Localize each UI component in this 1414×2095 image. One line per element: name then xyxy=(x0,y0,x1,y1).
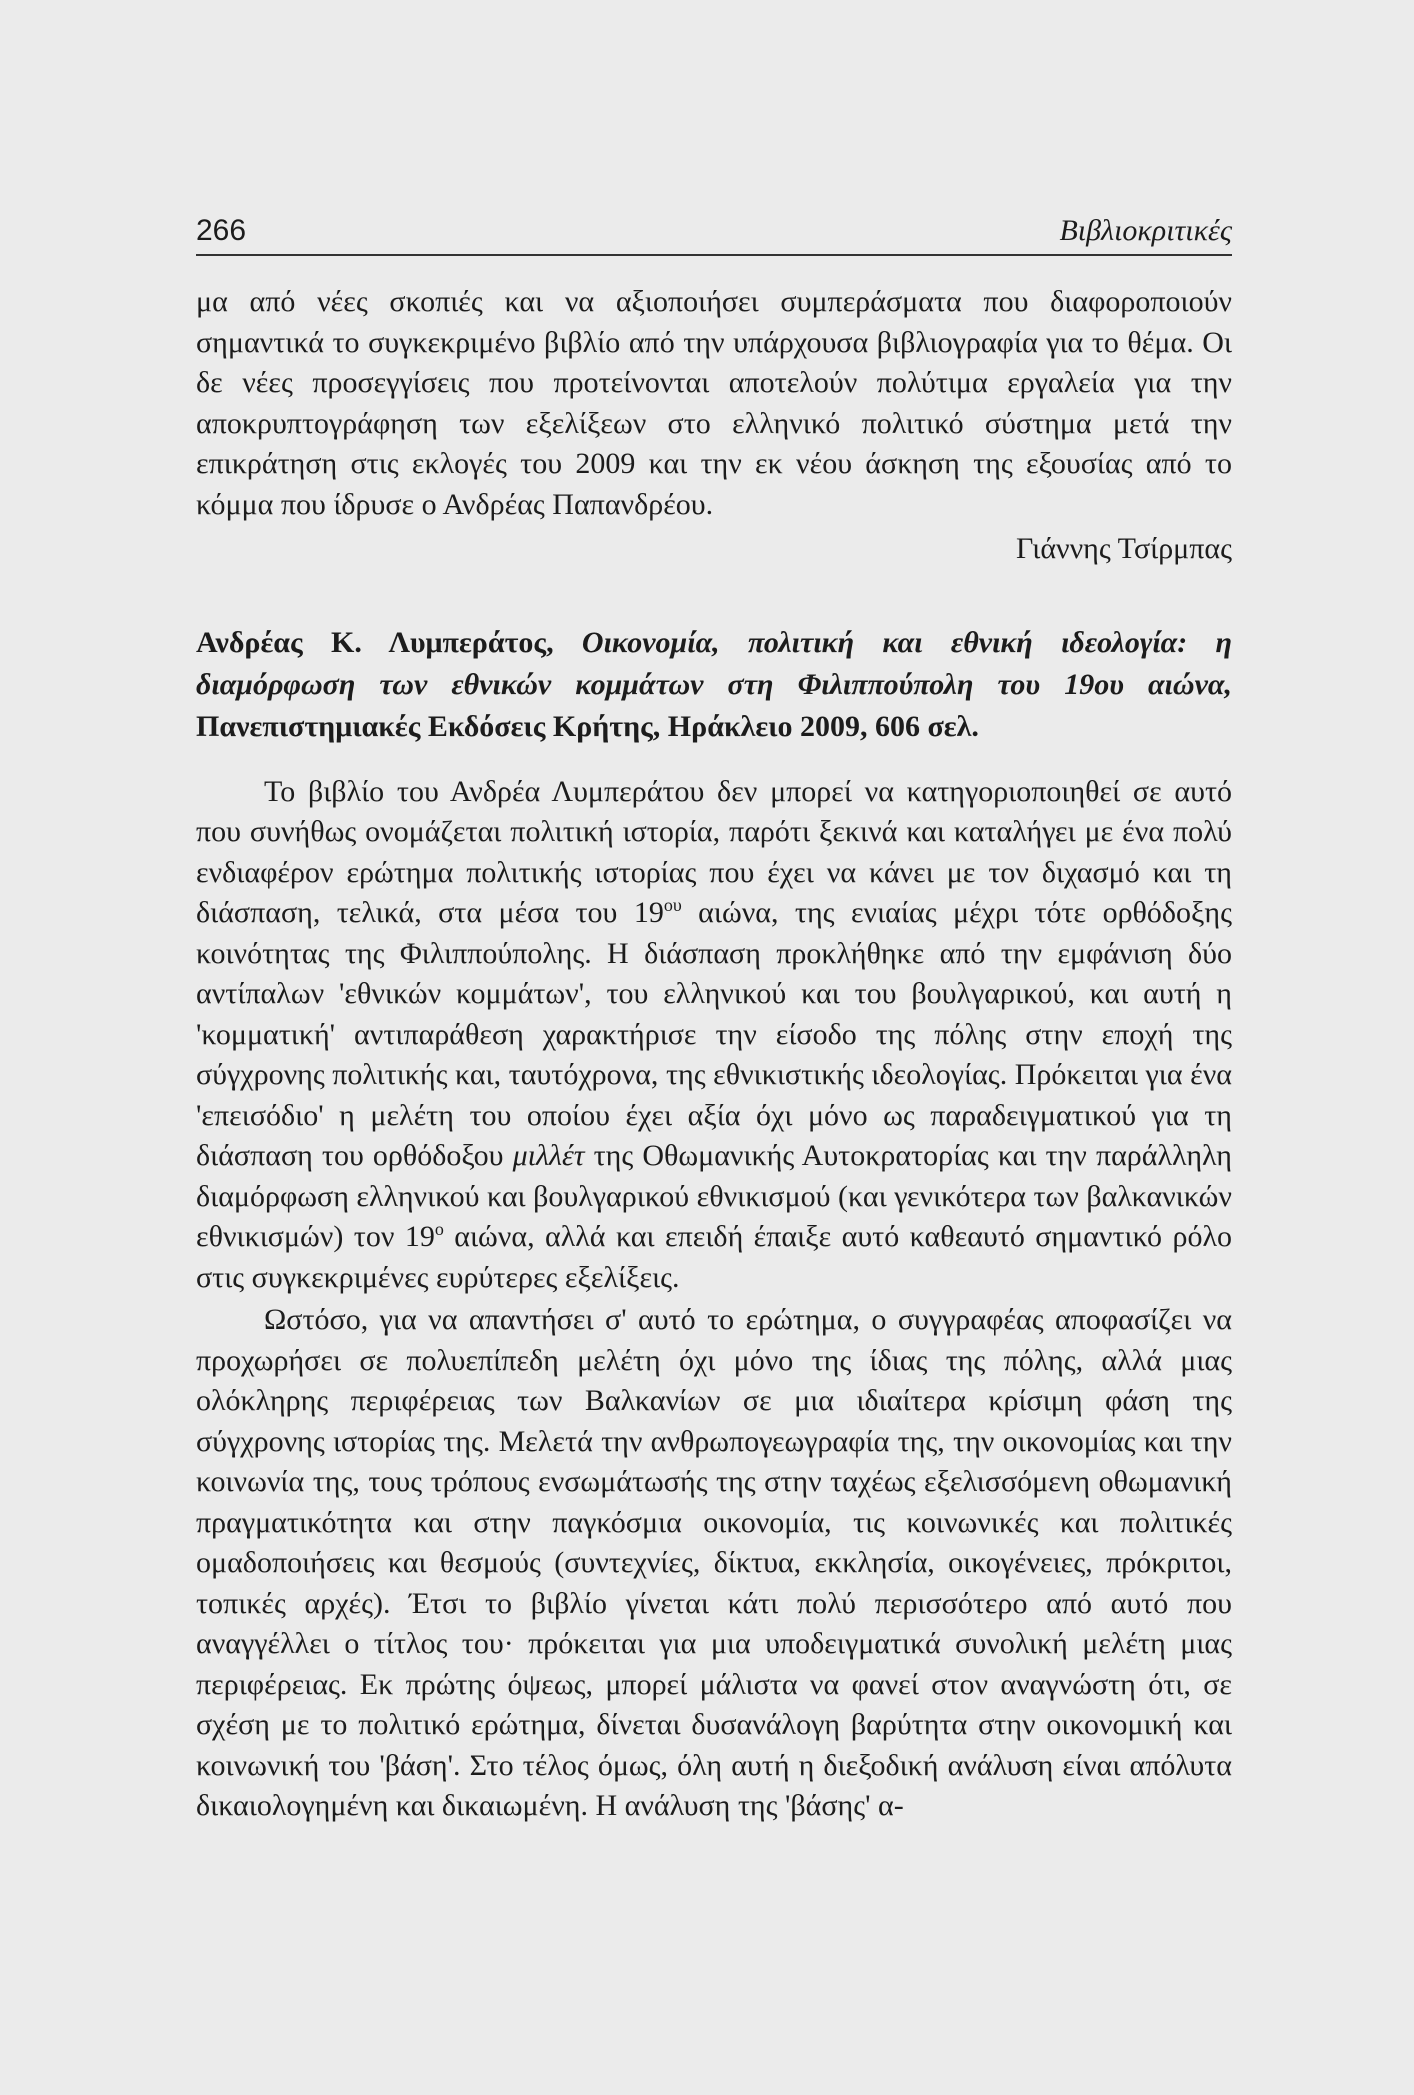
p1-part-c: της Οθωμανικής Αυτοκρατορίας και την παράλληλη διαμόρφωση ελληνικού και βουλγαρικού εθνικισμού (και γενικότερα των βαλκανικών εθνικισμών) τον 19 xyxy=(196,1139,1232,1253)
page-number: 266 xyxy=(196,214,247,247)
p1-part-a: Το βιβλίο του Ανδρέα Λυμπεράτου δεν μπορεί να κατηγοριοποιηθεί σε αυτό που συνήθως ονομάζεται πολιτική ιστορία, παρότι ξεκινά και καταλήγει με ένα πολύ ενδιαφέρον ερώτημα πολιτικής ιστορίας που έχει να κάνει με τον διχασμό και τη διάσπαση, τελικά, στα μέσα του 19 xyxy=(196,774,1232,929)
previous-review-ending: μα από νέες σκοπιές και να αξιοποιήσει συμπεράσματα που διαφοροποιούν σημαντικά το συγκεκριμένο βιβλίο από την υπάρχουσα βιβλιογραφία για το θέμα. Οι δε νέες προσεγγίσεις που προτείνονται αποτελούν πολύτιμα εργαλεία για την αποκρυπτογράφηση των εξελίξεων στο ελληνικό πολιτικό σύστημα μετά την επικράτηση στις εκλογές του 2009 και την εκ νέου άσκηση της εξουσίας από το κόμμα που ίδρυσε ο Ανδρέας Παπανδρέου. xyxy=(196,285,1232,521)
book-publisher: Πανεπιστημιακές Εκδόσεις Κρήτης, Ηράκλειο 2009, 606 σελ. xyxy=(196,709,979,743)
review-heading xyxy=(196,622,1232,748)
review-paragraph-2: Ωστόσο, για να απαντήσει σ' αυτό το ερώτημα, ο συγγραφέας αποφασίζει να προχωρήσει σε πολυεπίπεδη μελέτη όχι μόνο της ίδιας της πόλης, αλλά μιας ολόκληρης περιφέρειας των Βαλκανίων σε μια ιδιαίτερα κρίσιμη φάση της σύγχρονης ιστορίας της. Μελετά την ανθρωπογεωγραφία της, την οικονομίας και την κοινωνία της, τους τρόπους ενσωμάτωσής της στην ταχέως εξελισσόμενη οθωμανική πραγματικότητα και στην παγκόσμια οικονομία, τις κοινωνικές και πολιτικές ομαδοποιήσεις και θεσμούς (συντεχνίες, δίκτυα, εκκλησία, οικογένειες, πρόκριτοι, τοπικές αρχές). Έτσι το βιβλίο γίνεται κάτι πολύ περισσότερο από αυτό που αναγγέλλει ο τίτλος του· πρόκειται για μια υποδειγματικά συνολική μελέτη μιας περιφέρειας. Εκ πρώτης όψεως, μπορεί μάλιστα να φανεί στον αναγνώστη ότι, σε σχέση με το πολιτικό ερώτημα, δίνεται δυσανάλογη βαρύτητα στην οικονομική και κοινωνική του 'βάση'. Στο τέλος όμως, όλη αυτή η διεξοδική ανάλυση είναι απόλυτα δικαιολογημένη και δικαιωμένη. Η ανάλυση της 'βάσης' α- xyxy=(196,1303,1232,1822)
millet-term: μιλλέτ xyxy=(512,1139,585,1172)
page-body xyxy=(196,282,1232,1827)
superscript-o: ο xyxy=(434,1219,444,1239)
p1-part-b: αιώνα, της ενιαίας μέχρι τότε ορθόδοξης κοινότητας της Φιλιππούπολης. Η διάσπαση προκλήθηκε από την εμφάνιση δύο αντίπαλων 'εθνικών κομμάτων', του ελληνικού και του βουλγαρικού, και αυτή η 'κομματική' αντιπαράθεση χαρακτήρισε την είσοδο της πόλης στην εποχή της σύγχρονης πολιτικής και, ταυτόχρονα, της εθνικιστικής ιδεολογίας. Πρόκειται για ένα 'επεισόδιο' η μελέτη του οποίου έχει αξία όχι μόνο ως παραδειγματικού για τη διάσπαση του ορθόδοξου xyxy=(196,896,1232,1172)
book-author: Ανδρέας Κ. Λυμπεράτος, xyxy=(196,625,554,659)
p1-part-d: αιώνα, αλλά και επειδή έπαιξε αυτό καθεαυτό σημαντικό ρόλο στις συγκεκριμένες ευρύτερες εξελίξεις. xyxy=(196,1220,1233,1294)
book-title: Οικονομία, πολιτική και εθνική ιδεολογία: η διαμόρφωση των εθνικών κομμάτων στη Φιλιππούπολη του 19ου αιώνα, xyxy=(196,625,1233,701)
running-head: Βιβλιοκριτικές xyxy=(1059,214,1232,247)
page-header xyxy=(196,214,1232,256)
review-paragraph-1 xyxy=(196,772,1232,1299)
superscript-ou: ου xyxy=(663,895,682,915)
reviewer-signature: Γιάννης Τσίρμπας xyxy=(1015,532,1232,565)
